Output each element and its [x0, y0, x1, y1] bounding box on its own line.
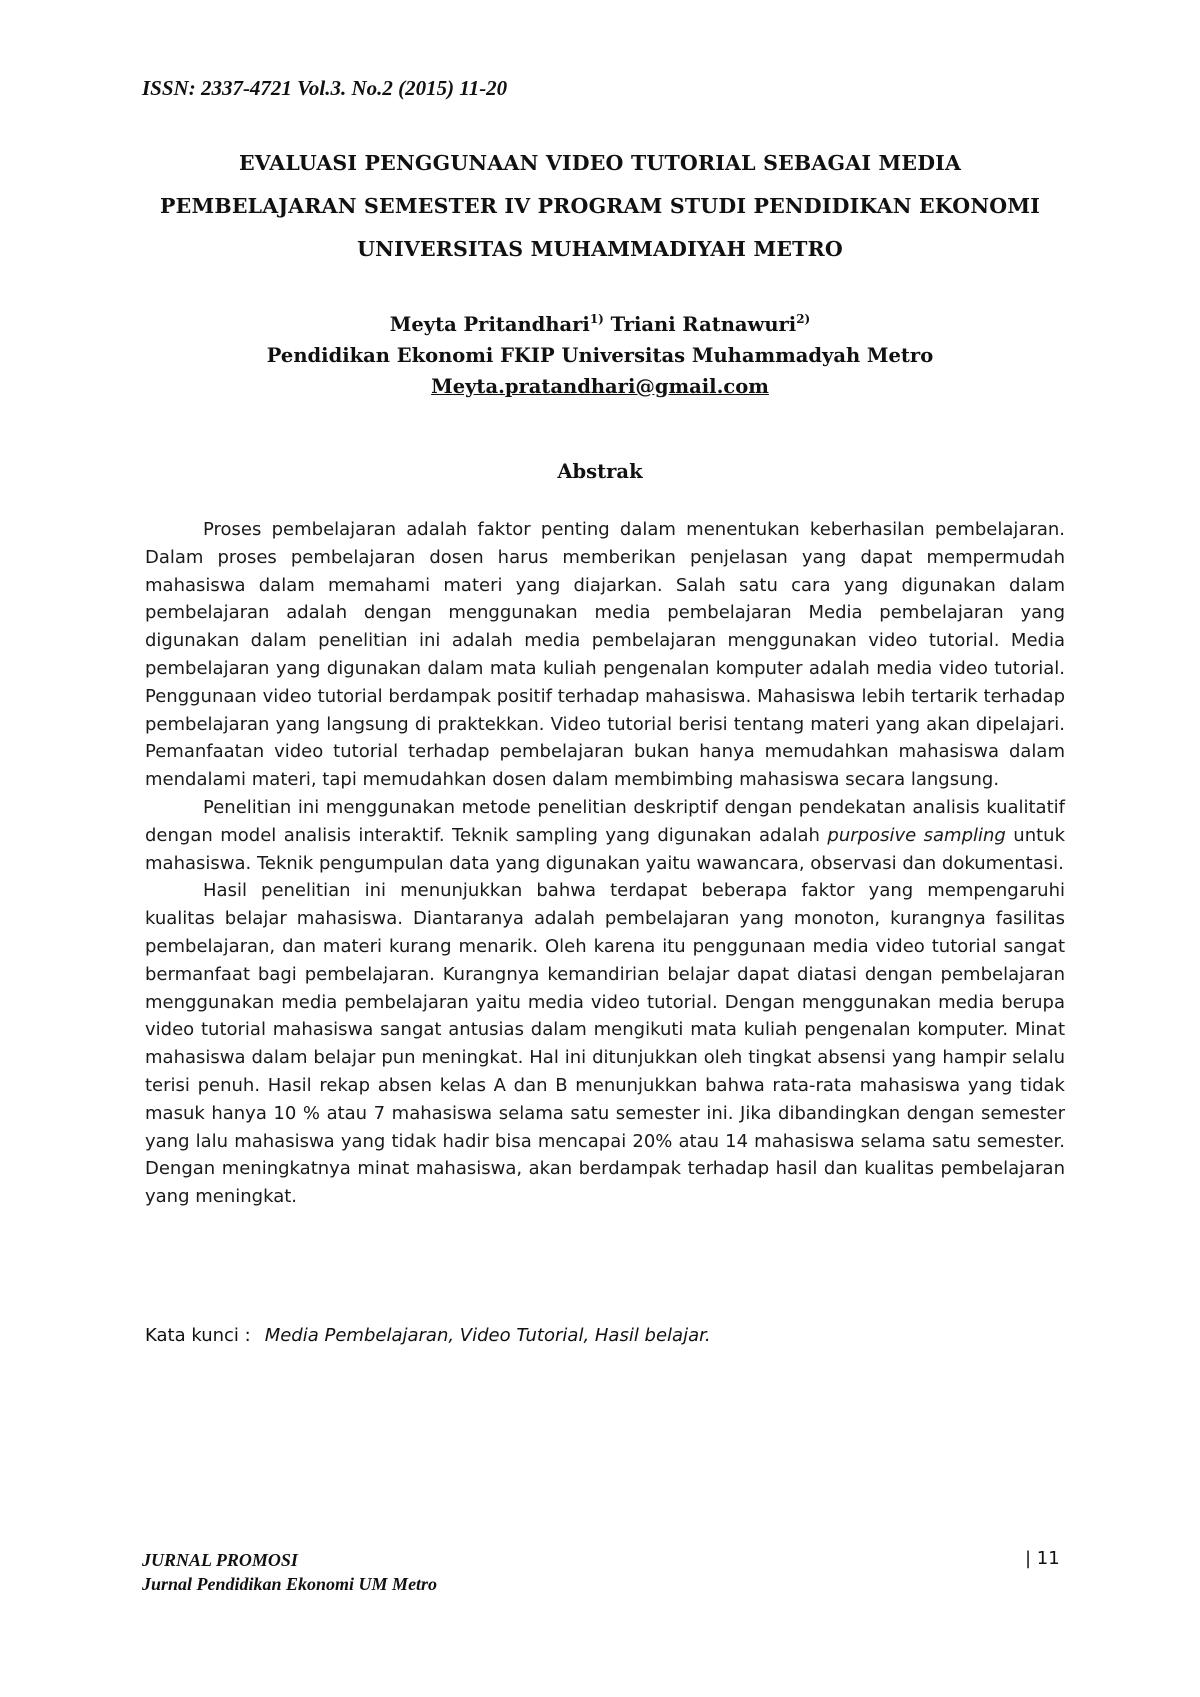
- author-2: Triani Ratnawuri: [610, 313, 797, 336]
- abstract-p2-italic: purposive sampling: [827, 824, 1006, 846]
- abstract-heading: Abstrak: [557, 460, 643, 483]
- author-2-mark: 2): [796, 312, 811, 326]
- title-line-3: UNIVERSITAS MUHAMMADIYAH METRO: [357, 237, 843, 261]
- title-line-2: PEMBELAJARAN SEMESTER IV PROGRAM STUDI PENDIDIKAN EKONOMI: [160, 194, 1040, 218]
- paper-title: [130, 142, 1070, 271]
- abstract-p2-text-a: Penelitian ini menggunakan metode penelitian deskriptif dengan pendekatan analisis kualitatif dengan model analisis interaktif. Teknik sampling yang digunakan adalah: [145, 796, 1065, 846]
- author-1-mark: 1): [589, 312, 604, 326]
- abstract-p2-text-b: untuk mahasiswa. Teknik pengumpulan data yang digunakan yaitu wawancara, observasi dan dokumentasi.: [145, 824, 1065, 874]
- footer-journal: [142, 1548, 437, 1596]
- title-line-1: EVALUASI PENGGUNAAN VIDEO TUTORIAL SEBAGAI MEDIA: [238, 151, 962, 175]
- author-email-link[interactable]: Meyta.pratandhari@gmail.com: [431, 375, 769, 398]
- author-names: [130, 309, 1070, 340]
- abstract-paragraph-2: [145, 794, 1065, 877]
- keywords-values: Media Pembelajaran, Video Tutorial, Hasil belajar.: [264, 1325, 711, 1346]
- keywords: [145, 1325, 711, 1346]
- abstract-paragraph-3: Hasil penelitian ini menunjukkan bahwa terdapat beberapa faktor yang mempengaruhi kualitas belajar mahasiswa. Diantaranya adalah pembelajaran yang monoton, kurangnya fasilitas pembelajaran, dan materi kurang menarik. Oleh karena itu penggunaan media video tutorial sangat bermanfaat bagi pembelajaran. Kurangnya kemandirian belajar dapat diatasi dengan pembelajaran menggunakan media pembelajaran yaitu media video tutorial. Dengan menggunakan media berupa video tutorial mahasiswa sangat antusias dalam mengikuti mata kuliah pengenalan komputer. Minat mahasiswa dalam belajar pun meningkat. Hal ini ditunjukkan oleh tingkat absensi yang hampir selalu terisi penuh. Hasil rekap absen kelas A dan B menunjukkan bahwa rata-rata mahasiswa yang tidak masuk hanya 10 % atau 7 mahasiswa selama satu semester ini. Jika dibandingkan dengan semester yang lalu mahasiswa yang tidak hadir bisa mencapai 20% atau 14 mahasiswa selama satu semester. Dengan meningkatnya minat mahasiswa, akan berdampak terhadap hasil dan kualitas pembelajaran yang meningkat.: [145, 880, 1065, 1208]
- abstract-body: [145, 516, 1065, 1211]
- author-block: [130, 309, 1070, 402]
- page-number: | 11: [1025, 1548, 1060, 1569]
- footer-journal-name: JURNAL PROMOSI: [142, 1550, 298, 1570]
- footer-journal-subtitle: Jurnal Pendidikan Ekonomi UM Metro: [142, 1574, 438, 1594]
- journal-header: ISSN: 2337-4721 Vol.3. No.2 (2015) 11-20: [142, 76, 508, 100]
- abstract-paragraph-1: Proses pembelajaran adalah faktor penting dalam menentukan keberhasilan pembelajaran. Dalam proses pembelajaran dosen harus memberikan penjelasan yang dapat mempermudah mahasiswa dalam memahami materi yang diajarkan. Salah satu cara yang digunakan dalam pembelajaran adalah dengan menggunakan media pembelajaran Media pembelajaran yang digunakan dalam penelitian ini adalah media pembelajaran menggunakan video tutorial. Media pembelajaran yang digunakan dalam mata kuliah pengenalan komputer adalah media video tutorial. Penggunaan video tutorial berdampak positif terhadap mahasiswa. Mahasiswa lebih tertarik terhadap pembelajaran yang langsung di praktekkan. Video tutorial berisi tentang materi yang akan dipelajari. Pemanfaatan video tutorial terhadap pembelajaran bukan hanya memudahkan mahasiswa dalam mendalami materi, tapi memudahkan dosen dalam membimbing mahasiswa secara langsung.: [145, 519, 1065, 791]
- author-1: Meyta Pritandhari: [389, 313, 590, 336]
- affiliation: Pendidikan Ekonomi FKIP Universitas Muhammadyah Metro: [266, 344, 934, 367]
- keywords-label: Kata kunci :: [145, 1325, 251, 1346]
